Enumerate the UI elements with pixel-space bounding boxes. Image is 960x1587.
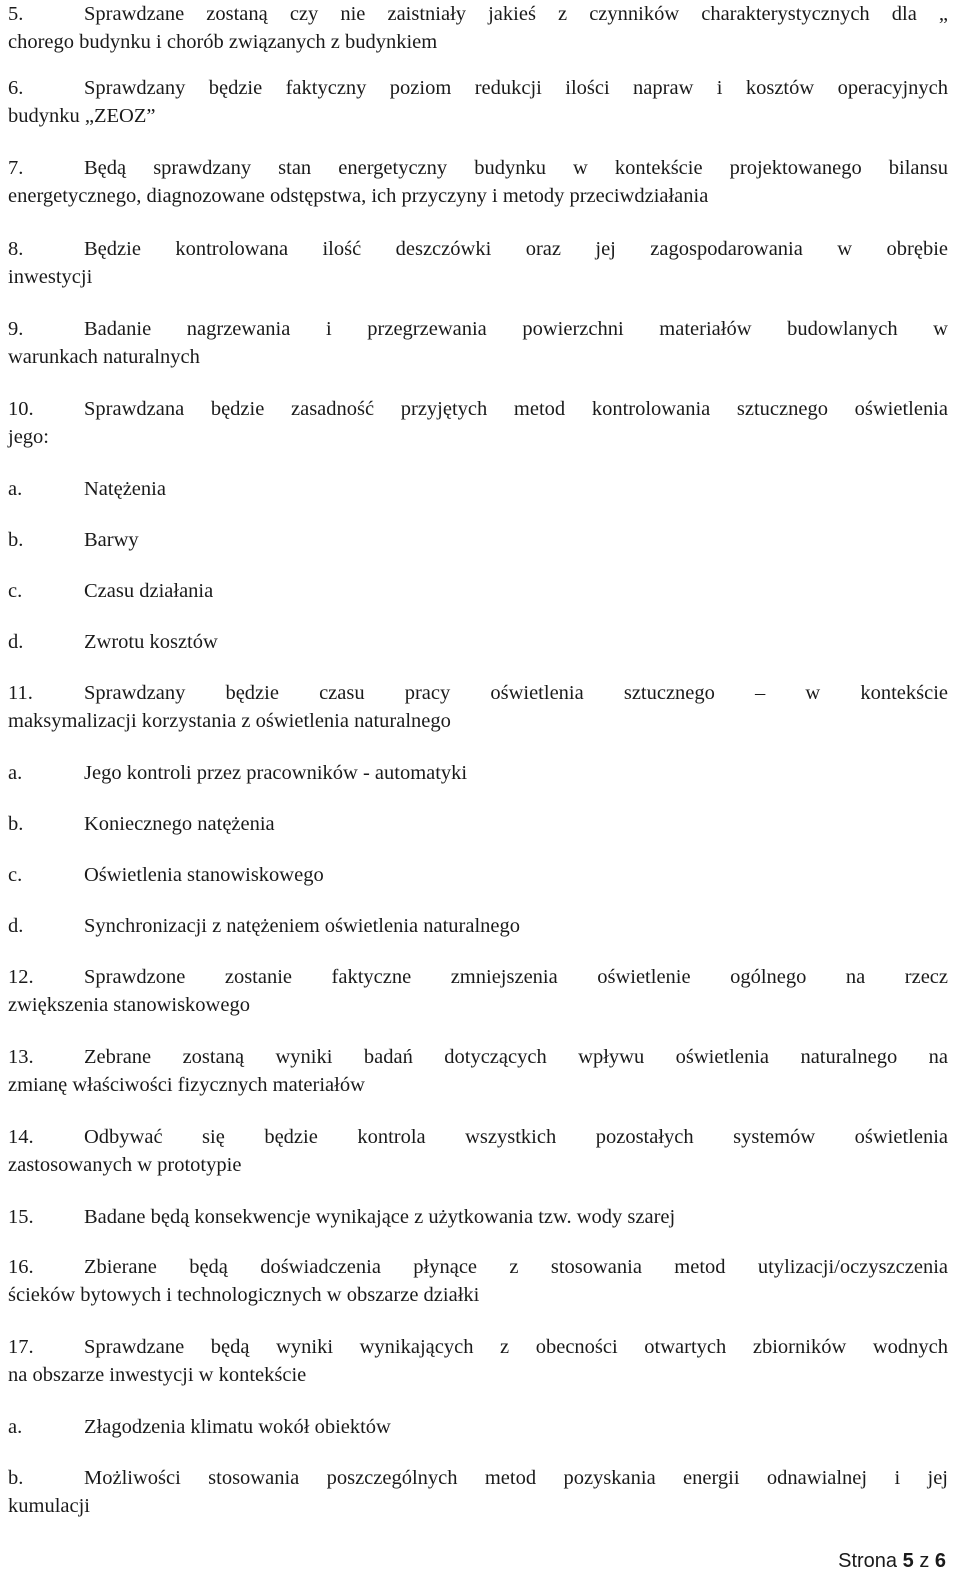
item-text-continued: energetycznego, diagnozowane odstępstwa, ich przyczyny i metody przeciwdziałania <box>8 185 709 207</box>
item-number: 16. <box>8 1256 34 1278</box>
item-number: 6. <box>8 77 24 99</box>
item-number: 11. <box>8 682 33 704</box>
item-text-continued: zmianę właściwości fizycznych materiałów <box>8 1074 365 1096</box>
item-text: Synchronizacji z natężeniem oświetlenia naturalnego <box>84 915 521 937</box>
item-text: Barwy <box>84 529 139 551</box>
list-item <box>8 74 948 130</box>
item-text: Sprawdzone zostanie faktyczne zmniejszenia oświetlenie ogólnego na rzecz <box>84 966 948 988</box>
item-text: Złagodzenia klimatu wokół obiektów <box>84 1416 391 1438</box>
sub-list-item <box>8 912 948 940</box>
item-text: Zebrane zostaną wyniki badań dotyczących wpływu oświetlenia naturalnego na <box>84 1046 948 1068</box>
item-text: Badanie nagrzewania i przegrzewania powierzchni materiałów budowlanych w <box>84 318 948 340</box>
item-text: Sprawdzane zostaną czy nie zaistniały jakieś z czynników charakterystycznych dla „ <box>84 3 948 25</box>
item-number: 5. <box>8 3 24 25</box>
item-text: Jego kontroli przez pracowników - automatyki <box>84 762 468 784</box>
item-text-continued: zastosowanych w prototypie <box>8 1154 242 1176</box>
list-item <box>8 0 948 56</box>
page-number-prefix: Strona <box>838 1550 898 1572</box>
item-text-continued: kumulacji <box>8 1495 90 1517</box>
item-number: c. <box>8 580 23 602</box>
list-item <box>8 1253 948 1309</box>
item-number: a. <box>8 478 23 500</box>
item-text: Czasu działania <box>84 580 214 602</box>
item-text: Będą sprawdzany stan energetyczny budynku w kontekście projektowanego bilansu <box>84 157 948 179</box>
list-item <box>8 235 948 291</box>
sub-list-item <box>8 628 948 656</box>
item-text-continued: chorego budynku i chorób związanych z budynkiem <box>8 31 438 53</box>
list-item <box>8 315 948 371</box>
item-number: d. <box>8 631 24 653</box>
list-item <box>8 395 948 451</box>
page-number-total: 6 <box>934 1550 946 1572</box>
item-number: 9. <box>8 318 24 340</box>
item-number: 10. <box>8 398 34 420</box>
item-text: Zwrotu kosztów <box>84 631 218 653</box>
list-item <box>8 1123 948 1179</box>
sub-list-item <box>8 861 948 889</box>
item-number: 8. <box>8 238 24 260</box>
item-number: 12. <box>8 966 34 988</box>
list-item <box>8 963 948 1019</box>
sub-list-item <box>8 1464 948 1520</box>
list-item <box>8 679 948 735</box>
item-text-continued: na obszarze inwestycji w kontekście <box>8 1364 307 1386</box>
item-text: Zbierane będą doświadczenia płynące z stosowania metod utylizacji/oczyszczenia <box>84 1256 948 1278</box>
sub-list-item <box>8 759 948 787</box>
sub-list-item <box>8 810 948 838</box>
list-item <box>8 1043 948 1099</box>
item-text: Sprawdzany będzie faktyczny poziom redukcji ilości napraw i kosztów operacyjnych <box>84 77 948 99</box>
item-text-continued: budynku „ZEOZ” <box>8 105 156 127</box>
item-text: Będzie kontrolowana ilość deszczówki oraz jej zagospodarowania w obrębie <box>84 238 948 260</box>
page-number <box>838 1547 946 1575</box>
list-item <box>8 1333 948 1389</box>
item-text: Oświetlenia stanowiskowego <box>84 864 324 886</box>
item-text: Możliwości stosowania poszczególnych metod pozyskania energii odnawialnej i jej <box>84 1467 948 1489</box>
item-text-continued: ścieków bytowych i technologicznych w obszarze działki <box>8 1284 480 1306</box>
list-item <box>8 154 948 210</box>
item-number: a. <box>8 1416 23 1438</box>
page-number-current: 5 <box>902 1550 914 1572</box>
item-number: 7. <box>8 157 24 179</box>
item-text-continued: jego: <box>8 426 49 448</box>
item-text-continued: maksymalizacji korzystania z oświetlenia naturalnego <box>8 710 451 732</box>
sub-list-item <box>8 526 948 554</box>
item-number: 15. <box>8 1206 34 1228</box>
item-number: a. <box>8 762 23 784</box>
item-text: Odbywać się będzie kontrola wszystkich pozostałych systemów oświetlenia <box>84 1126 948 1148</box>
item-text: Badane będą konsekwencje wynikające z użytkowania tzw. wody szarej <box>84 1206 676 1228</box>
item-number: 13. <box>8 1046 34 1068</box>
item-text: Sprawdzana będzie zasadność przyjętych metod kontrolowania sztucznego oświetlenia <box>84 398 948 420</box>
item-number: c. <box>8 864 23 886</box>
item-text-continued: inwestycji <box>8 266 93 288</box>
sub-list-item <box>8 1413 948 1441</box>
item-number: b. <box>8 1467 24 1489</box>
item-number: d. <box>8 915 24 937</box>
sub-list-item <box>8 577 948 605</box>
sub-list-item <box>8 475 948 503</box>
item-number: b. <box>8 529 24 551</box>
list-item <box>8 1203 948 1231</box>
page-number-of: z <box>919 1550 930 1572</box>
item-text: Koniecznego natężenia <box>84 813 275 835</box>
item-number: 14. <box>8 1126 34 1148</box>
item-number: b. <box>8 813 24 835</box>
item-text: Sprawdzane będą wyniki wynikających z obecności otwartych zbiorników wodnych <box>84 1336 948 1358</box>
item-text: Sprawdzany będzie czasu pracy oświetlenia sztucznego – w kontekście <box>84 682 948 704</box>
item-text: Natężenia <box>84 478 166 500</box>
item-text-continued: zwiększenia stanowiskowego <box>8 994 250 1016</box>
item-number: 17. <box>8 1336 34 1358</box>
item-text-continued: warunkach naturalnych <box>8 346 200 368</box>
